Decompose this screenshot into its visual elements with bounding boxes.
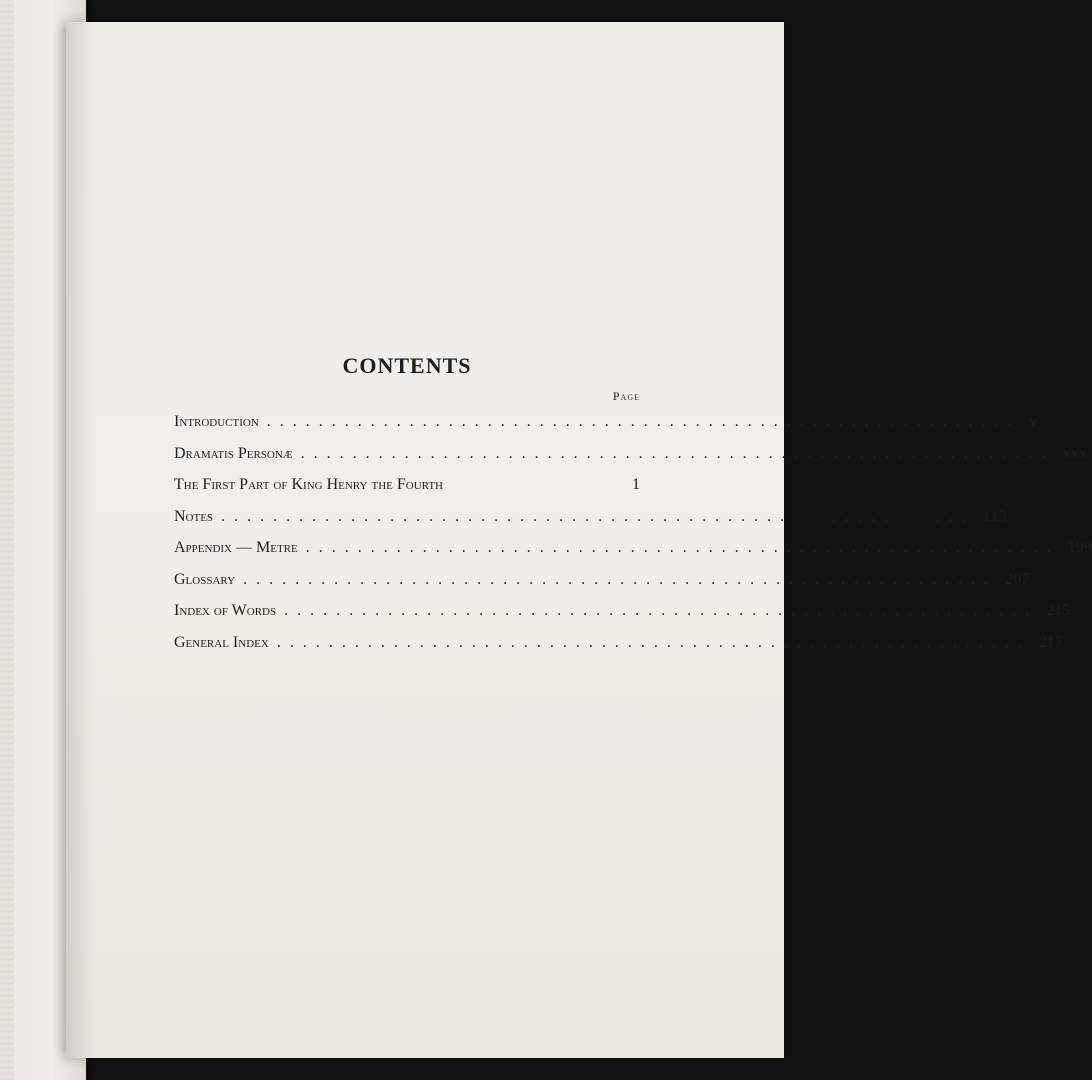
page-column-label: Page — [612, 389, 640, 403]
leader-dots: .......................................................... — [276, 633, 1031, 651]
toc-entry-title: Notes — [174, 507, 214, 525]
toc-entry-title: Glossary — [174, 570, 236, 588]
leader-dots: .......................................................... — [284, 602, 1039, 619]
toc-entry-general-index — [174, 627, 1063, 659]
toc-entry-first-part — [174, 469, 640, 501]
toc-entry-page: 1 — [632, 476, 640, 493]
toc-entry-page: 215 — [1046, 602, 1071, 619]
page-gutter-shadow — [66, 22, 96, 1058]
leader-dots: .......................................................... — [243, 570, 998, 588]
toc-entry-index-of-words — [174, 595, 1071, 627]
leader-dots: .......................................................... — [305, 539, 1060, 556]
leader-dots: .......................................................... — [300, 444, 1055, 462]
toc-entry-glossary — [174, 564, 1030, 596]
toc-entry-title: General Index — [174, 633, 269, 651]
leader-dots: .......................................................... — [221, 507, 976, 525]
toc-entry-title: Index of Words — [174, 602, 277, 619]
toc-heading: CONTENTS — [342, 353, 472, 378]
toc-entry-title: The First Part of King Henry the Fourth — [174, 476, 443, 493]
toc-entry-page: v — [1028, 413, 1037, 430]
toc-entry-page: 207 — [1005, 570, 1030, 588]
toc-entry-title: Introduction — [174, 413, 259, 430]
toc-entry-page: xxx — [1062, 444, 1087, 462]
toc-entry-title: Dramatis Personæ — [174, 444, 293, 462]
toc-entry-dramatis-personae — [174, 438, 1087, 470]
table-of-contents — [174, 352, 1092, 658]
toc-entry-introduction — [174, 406, 1037, 438]
toc-entry-notes — [174, 501, 1007, 533]
toc-entry-page: 217 — [1038, 633, 1063, 651]
leader-dots: .......................................................... — [266, 413, 1021, 430]
toc-entry-page: 199 — [1067, 539, 1092, 556]
toc-entry-page: 113 — [983, 507, 1007, 525]
toc-entry-title: Appendix — Metre — [174, 539, 298, 556]
toc-entry-appendix — [174, 532, 1092, 564]
book-page — [66, 22, 1092, 1058]
page-edges — [0, 0, 14, 1080]
